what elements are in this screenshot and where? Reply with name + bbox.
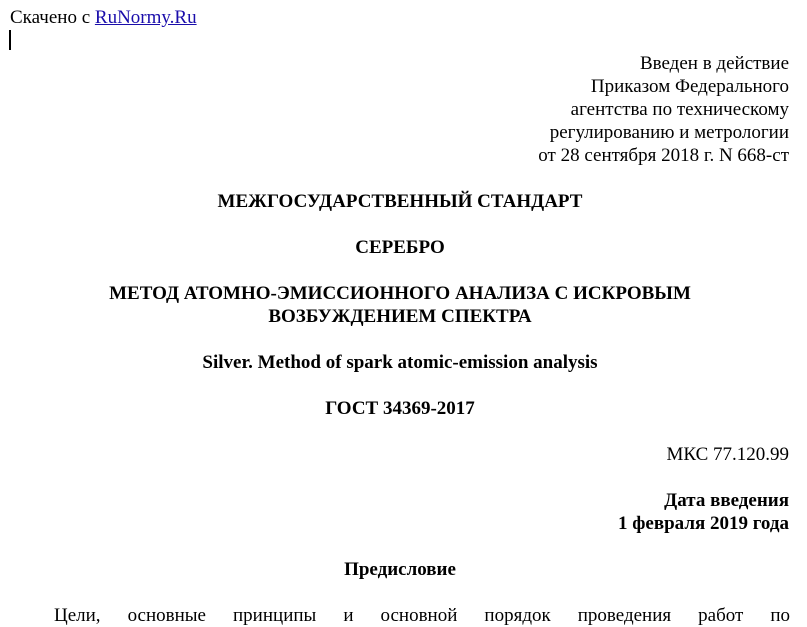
intro-line: регулированию и метрологии [549, 122, 789, 143]
downloaded-prefix: Скачено с [10, 7, 91, 28]
foreword-heading: Предисловие [344, 559, 456, 580]
foreword-word: и [343, 605, 354, 626]
foreword-word: порядок [484, 605, 551, 626]
runormy-link[interactable]: RuNormy.Ru [94, 7, 197, 28]
english-title: Silver. Method of spark atomic-emission analysis [202, 352, 598, 373]
foreword-word: основной [380, 605, 458, 626]
intro-line: агентства по техническому [570, 99, 789, 120]
foreword-word: по [770, 605, 790, 626]
intro-line: от 28 сентября 2018 г. N 668-ст [538, 145, 789, 166]
standard-type-heading: МЕЖГОСУДАРСТВЕННЫЙ СТАНДАРТ [217, 191, 583, 212]
classification-code: МКС 77.120.99 [666, 444, 789, 465]
method-title-line2: ВОЗБУЖДЕНИЕМ СПЕКТРА [268, 306, 532, 327]
text-cursor [9, 30, 11, 50]
foreword-word: работ [698, 605, 744, 626]
gost-number: ГОСТ 34369-2017 [325, 398, 475, 419]
foreword-word: проведения [577, 605, 672, 626]
method-title-line1: МЕТОД АТОМНО-ЭМИССИОННОГО АНАЛИЗА С ИСКРОВЫМ [109, 283, 691, 304]
foreword-word: принципы [233, 605, 317, 626]
intro-line: Введен в действие [639, 53, 789, 74]
subject-heading: СЕРЕБРО [355, 237, 445, 258]
foreword-word: основные [127, 605, 206, 626]
foreword-word: Цели, [54, 605, 101, 626]
downloaded-from-line [10, 6, 197, 29]
intro-line: Приказом Федерального [590, 76, 789, 97]
intro-date-label: Дата введения [664, 490, 789, 511]
foreword-first-line [54, 604, 790, 627]
intro-date-value: 1 февраля 2019 года [618, 513, 789, 534]
